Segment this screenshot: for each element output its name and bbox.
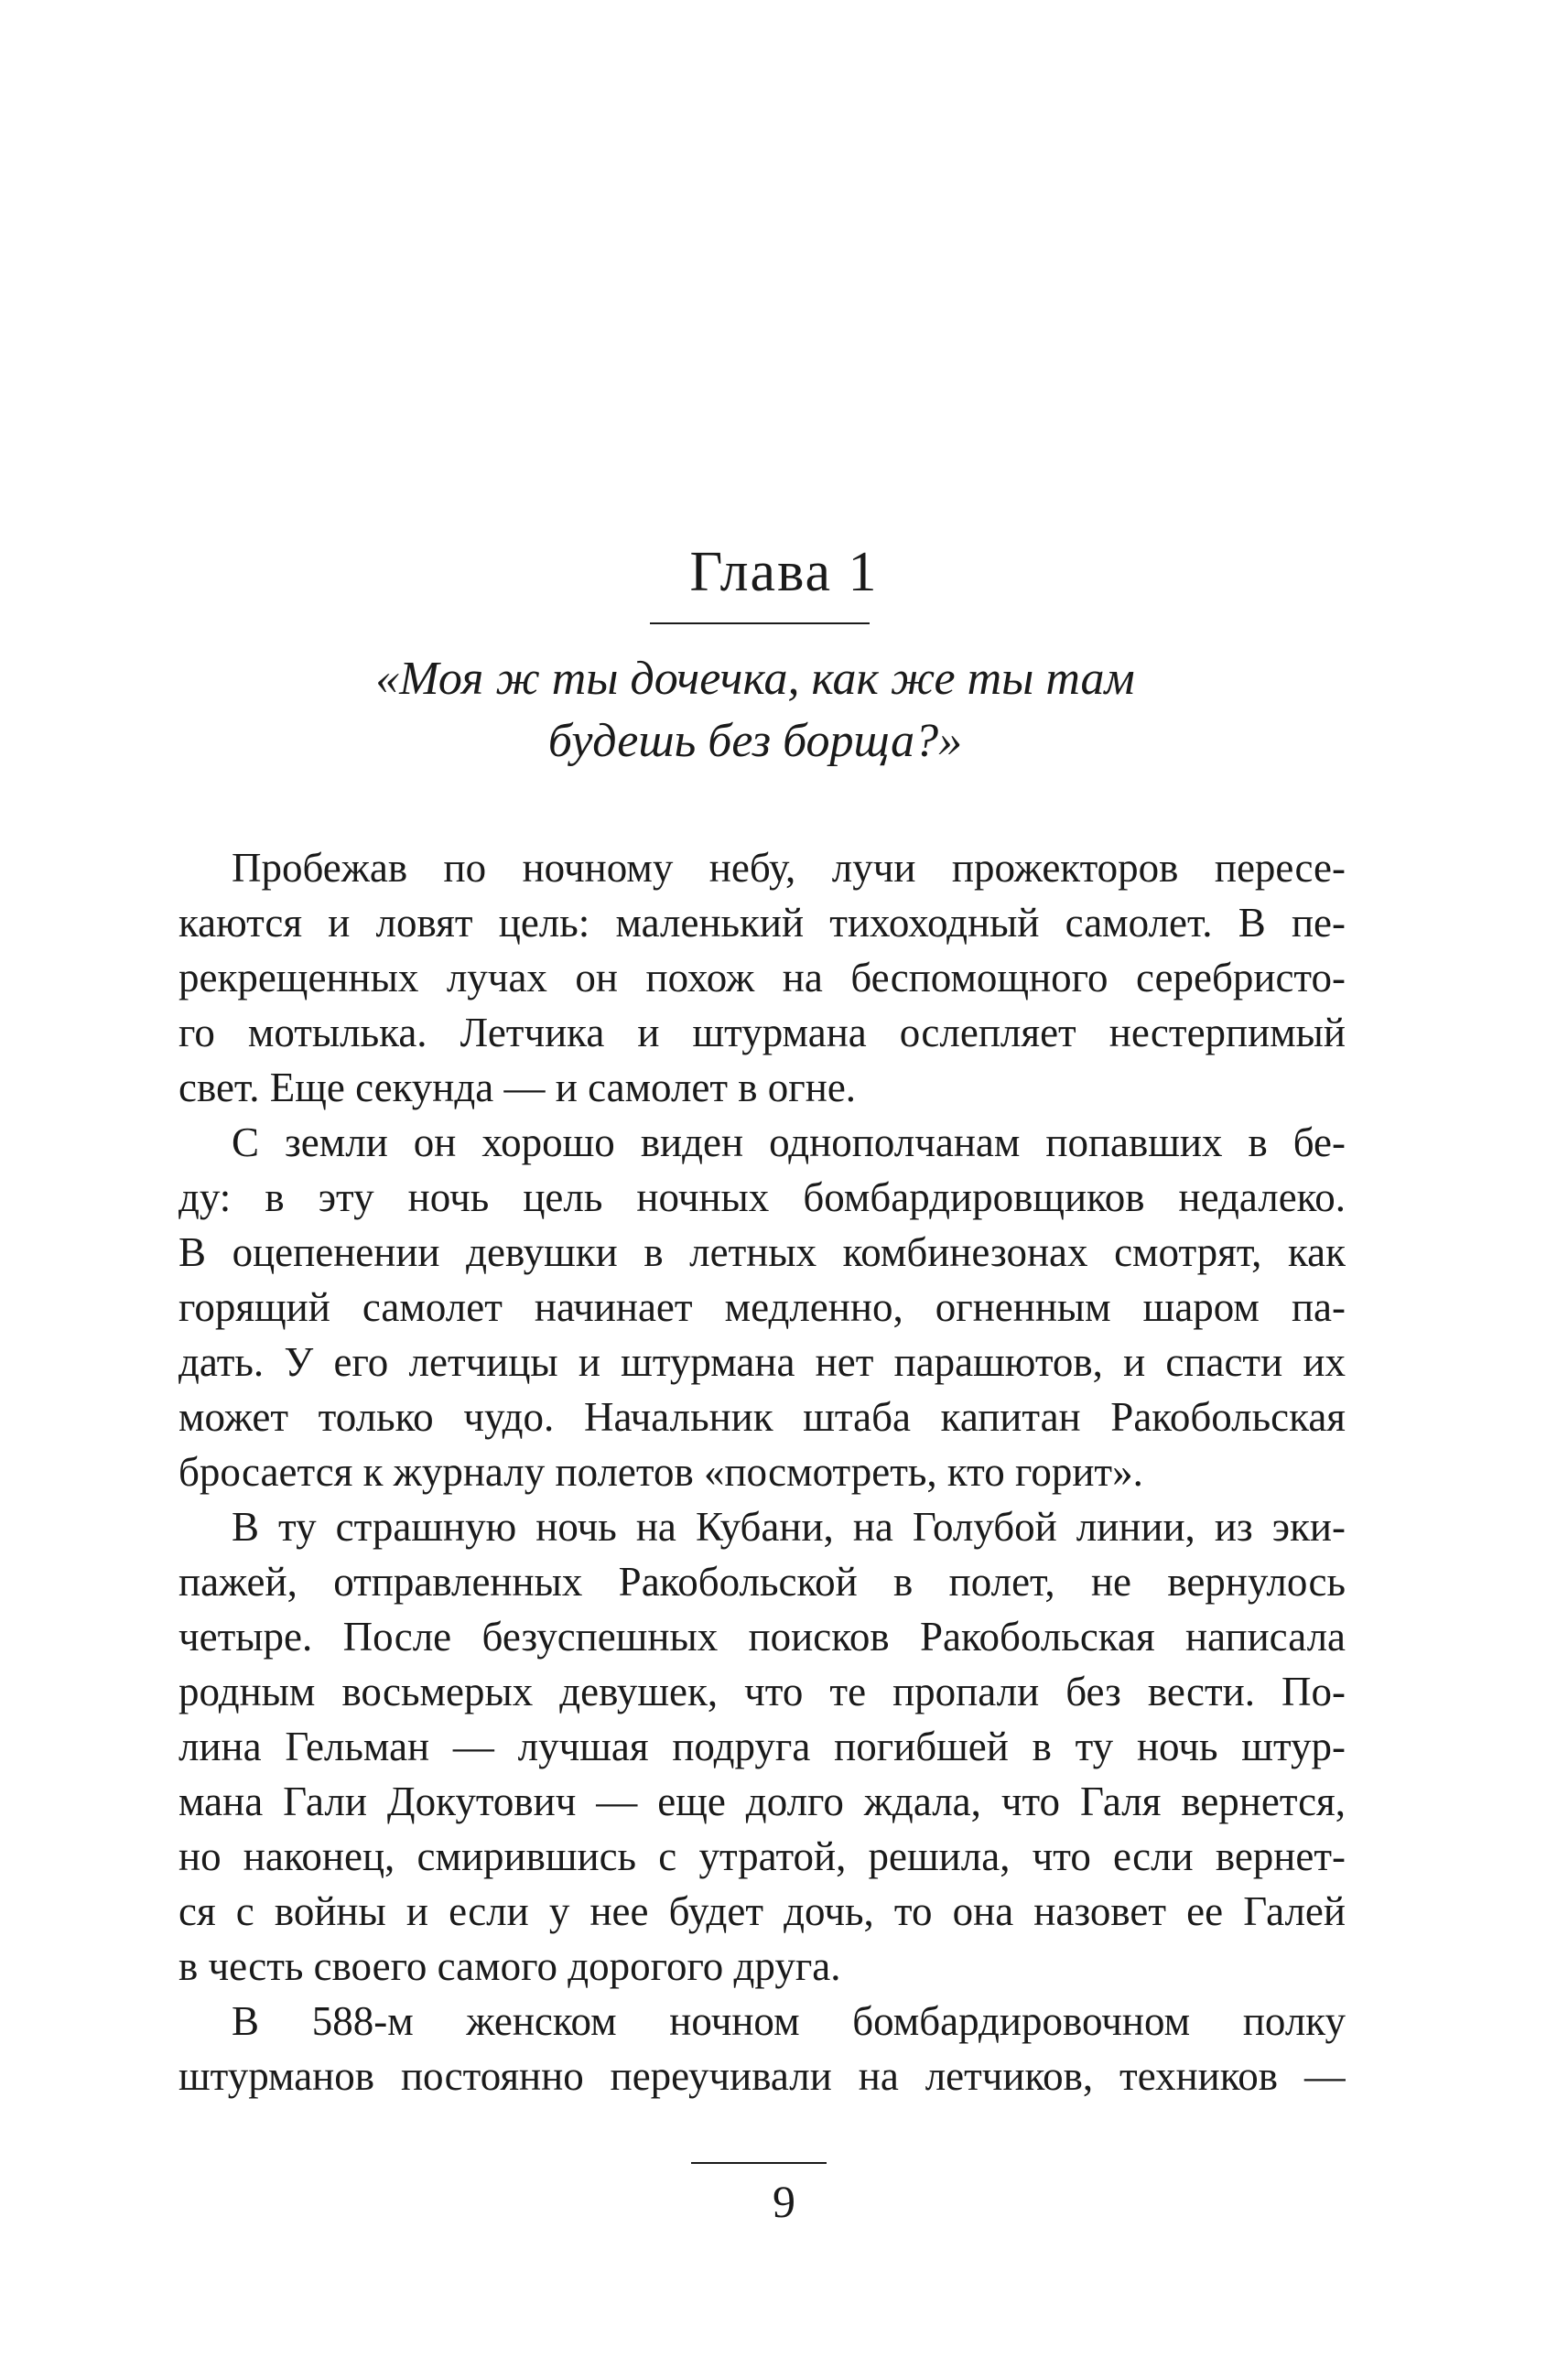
- paragraph: [178, 1994, 1346, 2103]
- text-line: В ту страшную ночь на Кубани, на Голубой линии, из эки-: [232, 1504, 1346, 1550]
- epigraph-line: будешь без борща?»: [547, 715, 963, 767]
- text-line: но наконец, смирившись с утратой, решила, что если вернет-: [178, 1833, 1346, 1879]
- text-line: пажей, отправленных Ракобольской в полет, не вернулось: [178, 1559, 1346, 1605]
- text-line: штурманов постоянно переучивали на летчиков, техников —: [178, 2053, 1346, 2099]
- text-line: С земли он хорошо виден однополчанам попавших в бе-: [232, 1119, 1346, 1165]
- body-text: [178, 840, 1346, 2103]
- text-line: рекрещенных лучах он похож на беспомощного серебристо-: [178, 955, 1346, 1000]
- epigraph-line: «Моя ж ты дочечка, как же ты там: [375, 653, 1135, 705]
- text-line: В оцепенении девушки в летных комбинезонах смотрят, как: [178, 1229, 1346, 1275]
- paragraph: [178, 840, 1346, 1115]
- text-line: в честь своего самого дорогого друга.: [178, 1943, 841, 1989]
- text-line: каются и ловят цель: маленький тихоходный самолет. В пе-: [178, 900, 1346, 946]
- text-line: горящий самолет начинает медленно, огненным шаром па-: [178, 1284, 1346, 1330]
- epigraph: [183, 648, 1327, 773]
- text-line: ду: в эту ночь цель ночных бомбардировщиков недалеко.: [178, 1174, 1346, 1220]
- text-line: родным восьмерых девушек, что те пропали без вести. По-: [178, 1669, 1346, 1714]
- page-number: 9: [773, 2176, 795, 2227]
- text-line: Пробежав по ночному небу, лучи прожекторов пересе-: [232, 845, 1346, 891]
- text-line: свет. Еще секунда — и самолет в огне.: [178, 1065, 857, 1110]
- text-line: мана Гали Докутович — еще долго ждала, что Галя вернется,: [178, 1779, 1346, 1824]
- paragraph: [178, 1499, 1346, 1994]
- title-underline: [650, 622, 870, 624]
- footer-rule: [691, 2162, 827, 2164]
- text-line: ся с войны и если у нее будет дочь, то она назовет ее Галей: [178, 1888, 1346, 1934]
- chapter-title: Глава 1: [689, 541, 879, 603]
- text-line: четыре. После безуспешных поисков Ракобольская написала: [178, 1614, 1346, 1660]
- text-line: лина Гельман — лучшая подруга погибшей в ту ночь штур-: [178, 1724, 1346, 1769]
- paragraph: [178, 1115, 1346, 1499]
- text-line: может только чудо. Начальник штаба капитан Ракобольская: [178, 1394, 1346, 1440]
- text-line: бросается к журналу полетов «посмотреть, кто горит».: [178, 1449, 1143, 1495]
- text-line: дать. У его летчицы и штурмана нет парашютов, и спасти их: [178, 1339, 1346, 1385]
- text-line: В 588-м женском ночном бомбардировочном полку: [232, 1998, 1346, 2044]
- text-line: го мотылька. Летчика и штурмана ослепляет нестерпимый: [178, 1010, 1346, 1055]
